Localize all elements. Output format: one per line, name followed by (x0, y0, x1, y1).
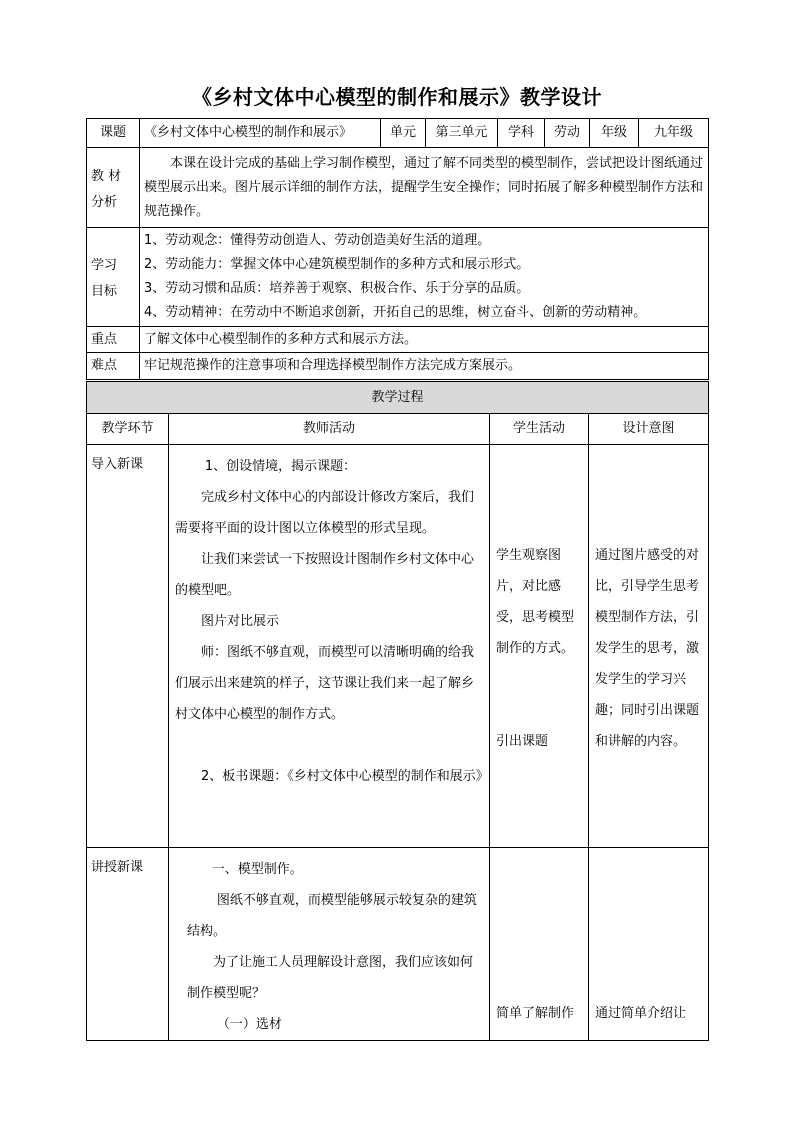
design-intent-cell: 通过简单介绍让 (589, 848, 709, 1041)
student-activity-text: 引出课题 (496, 734, 549, 749)
column-header-student: 学生活动 (490, 414, 589, 445)
objectives-row (87, 228, 709, 327)
teacher-paragraph: 为了让施工人员理解设计意图，我们应该如何制作模型呢？ (187, 955, 474, 1001)
column-header-teacher: 教师活动 (169, 414, 490, 445)
design-intent-cell: 通过图片感受的对比，引导学生思考模型制作方法，引发学生的思考，激发学生的学习兴趣；同时引出课题和讲解的内容。 (589, 445, 709, 848)
objectives-label-line2: 目标 (91, 284, 118, 299)
teacher-paragraph: 一、模型制作。 (211, 862, 303, 877)
objective-item: 1、劳动观念：懂得劳动创造人、劳动创造美好生活的道理。 (144, 233, 491, 248)
column-header-stage: 教学环节 (87, 414, 169, 445)
key-point-label: 重点 (87, 327, 140, 353)
teacher-activity-cell (169, 445, 490, 848)
difficulty-label: 难点 (87, 353, 140, 380)
objective-item: 3、劳动习惯和品质：培养善于观察、积极合作、乐于分享的品质。 (144, 281, 530, 296)
column-header-intent: 设计意图 (589, 414, 709, 445)
objective-item: 2、劳动能力：掌握文体中心建筑模型制作的多种方式和展示形式。 (144, 257, 530, 272)
objective-item: 4、劳动精神：在劳动中不断追求创新，开拓自己的思维，树立奋斗、创新的劳动精神。 (144, 305, 647, 320)
objectives-list (140, 228, 709, 327)
key-point-text: 了解文体中心模型制作的多种方式和展示方法。 (140, 327, 709, 353)
teacher-paragraph: 1、创设情境，揭示课题： (204, 459, 357, 474)
course-value: 《乡村文体中心模型的制作和展示》 (140, 119, 381, 148)
objectives-label-line1: 学习 (91, 258, 118, 273)
teacher-paragraph: 图片对比展示 (201, 614, 280, 629)
teacher-paragraph: 让我们来尝试一下按照设计图制作乡村文体中心的模型吧。 (175, 552, 475, 598)
grade-label: 年级 (590, 119, 639, 148)
student-activity-cell (490, 848, 589, 1041)
course-row (87, 119, 709, 148)
stage-cell: 导入新课 (87, 445, 169, 848)
objectives-label (87, 228, 140, 327)
process-header: 教学过程 (87, 382, 709, 414)
teacher-paragraph: 2、板书课题：《乡村文体中心模型的制作和展示》 (201, 769, 489, 784)
key-point-row (87, 327, 709, 353)
teacher-paragraph: 图纸不够直观，而模型能够展示较复杂的建筑结构。 (187, 893, 477, 939)
analysis-text: 本课在设计完成的基础上学习制作模型，通过了解不同类型的模型制作，尝试把设计图纸通过模型展示出来。图片展示详细的制作方法，提醒学生安全操作；同时拓展了解多种模型制作方法和规范操作。 (140, 148, 709, 228)
table-row (87, 848, 709, 1041)
grade-value: 九年级 (639, 119, 709, 148)
process-header-row (87, 382, 709, 414)
subject-label: 学科 (498, 119, 545, 148)
teacher-activity-cell (169, 848, 490, 1041)
unit-value: 第三单元 (426, 119, 498, 148)
process-table (86, 381, 709, 1041)
student-activity-cell (490, 445, 589, 848)
student-activity-text: 简单了解制作 (496, 1006, 575, 1021)
document-title: 《乡村文体中心模型的制作和展示》教学设计 (192, 85, 602, 109)
difficulty-row (87, 353, 709, 380)
unit-label: 单元 (381, 119, 426, 148)
teacher-paragraph: 师：图纸不够直观，而模型可以清晰明确的给我们展示出来建筑的样子，这节课让我们来一起了解乡村文体中心模型的制作方式。 (175, 645, 475, 722)
process-column-headers (87, 414, 709, 445)
analysis-label (87, 148, 140, 228)
teacher-paragraph: （一）选材 (216, 1017, 282, 1032)
student-activity-text: 学生观察图片，对比感受，思考模型制作的方式。 (496, 548, 575, 656)
teacher-paragraph: 完成乡村文体中心的内部设计修改方案后，我们需要将平面的设计图以立体模型的形式呈现。 (175, 490, 475, 536)
info-table (86, 118, 709, 380)
subject-value: 劳动 (545, 119, 590, 148)
course-label: 课题 (87, 119, 140, 148)
analysis-row (87, 148, 709, 228)
table-row (87, 445, 709, 848)
difficulty-text: 牢记规范操作的注意事项和合理选择模型制作方法完成方案展示。 (140, 353, 709, 380)
stage-cell: 讲授新课 (87, 848, 169, 1041)
analysis-label-line2: 分析 (91, 194, 118, 210)
analysis-label-line1: 教 材 (91, 168, 122, 184)
